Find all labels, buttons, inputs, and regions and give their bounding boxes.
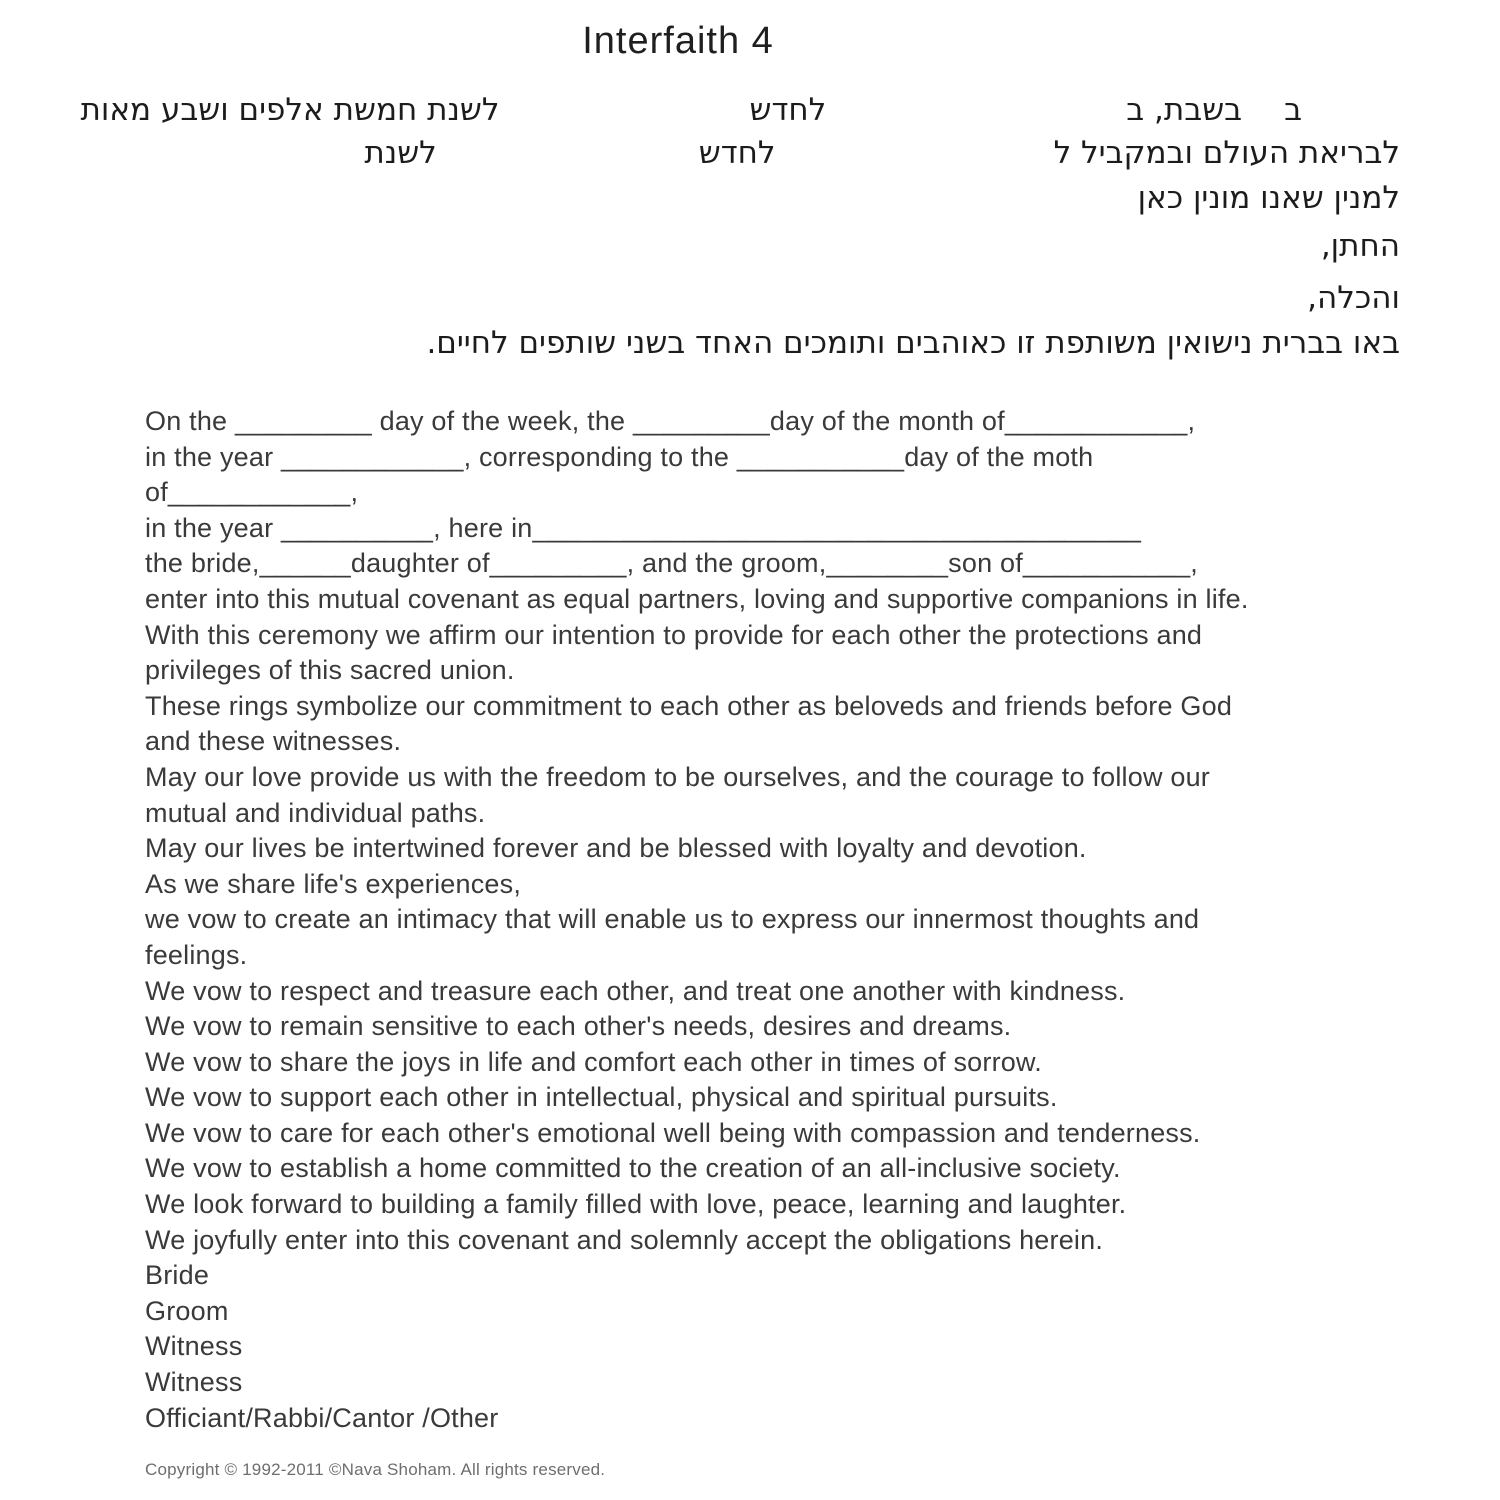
text-line: We vow to establish a home committed to the creation of an all-inclusive society. (145, 1153, 1121, 1184)
text-line: We joyfully enter into this covenant and solemnly accept the obligations herein. (145, 1224, 1104, 1255)
hebrew-line-3-text: למנין שאנו מונין כאן (1137, 180, 1400, 216)
text-line: We vow to respect and treasure each other, and treat one another with kindness. (145, 975, 1126, 1006)
text-line: May our love provide us with the freedom to be ourselves, and the courage to follow our (145, 761, 1210, 792)
text-line: We vow to share the joys in life and comfort each other in times of sorrow. (145, 1046, 1042, 1077)
text-line: With this ceremony we affirm our intention to provide for each other the protections and (145, 619, 1203, 650)
fill-in-blank-space (826, 119, 1126, 120)
text-line: we vow to create an intimacy that will enable us to express our innermost thoughts and (145, 904, 1200, 935)
english-covenant-text (145, 404, 1385, 1436)
hebrew-line-6-text: באו בברית נישואין משותפת זו כאוהבים ותומכים האחד בשני שותפים לחיים. (426, 325, 1400, 361)
text-line: May our lives be intertwined forever and be blessed with loyalty and devotion. (145, 833, 1087, 864)
hebrew-line-1-word-4: לשנת חמשת אלפים ושבע מאות (80, 92, 500, 128)
text-line: the bride,______daughter of_________, and the groom,________son of___________, (145, 548, 1199, 579)
text-line: We vow to remain sensitive to each other's needs, desires and dreams. (145, 1011, 1012, 1042)
text-line: enter into this mutual covenant as equal partners, loving and supportive companions in life. (145, 583, 1249, 614)
hebrew-line-6 (426, 325, 1400, 361)
text-line: We vow to care for each other's emotional well being with compassion and tenderness. (145, 1117, 1201, 1148)
copyright-footer: Copyright © 1992-2011 ©Nava Shoham. All rights reserved. (145, 1460, 606, 1479)
text-line: On the _________ day of the week, the _________day of the month of____________, (145, 406, 1196, 436)
text-line: These rings symbolize our commitment to each other as beloveds and friends before God (145, 690, 1233, 721)
text-line: mutual and individual paths. (145, 797, 486, 828)
text-line: Bride (145, 1260, 210, 1291)
text-line: We look forward to building a family filled with love, peace, learning and laughter. (145, 1189, 1127, 1220)
hebrew-line-1 (81, 92, 1302, 128)
hebrew-line-5-text: והכלה, (1307, 280, 1400, 316)
hebrew-line-2 (364, 135, 1400, 171)
hebrew-line-3 (1138, 180, 1400, 216)
text-line: and these witnesses. (145, 726, 402, 757)
text-line: Officiant/Rabbi/Cantor /Other (145, 1402, 499, 1433)
text-line: As we share life's experiences, (145, 868, 522, 899)
page-title: Interfaith 4 (582, 20, 774, 62)
text-line: in the year __________, here in________________________________________ (145, 512, 1142, 543)
text-line: in the year ____________, corresponding to the ___________day of the moth (145, 441, 1094, 472)
hebrew-line-2-word-3: לשנת (364, 135, 437, 171)
hebrew-line-4 (1321, 228, 1400, 264)
fill-in-blank-space (437, 162, 699, 163)
text-line: Witness (145, 1367, 243, 1398)
text-line: Witness (145, 1331, 243, 1362)
text-line: feelings. (145, 939, 248, 970)
hebrew-line-5 (1307, 280, 1400, 316)
fill-in-blank-space (500, 119, 750, 120)
hebrew-line-2-word-1: לבריאת העולם ובמקביל ל (1053, 135, 1400, 171)
text-line: privileges of this sacred union. (145, 655, 515, 686)
text-line: of____________, (145, 477, 359, 508)
hebrew-line-1-word-1: ב (1284, 92, 1302, 128)
hebrew-line-4-text: החתן, (1320, 228, 1400, 264)
fill-in-blank-space (1242, 119, 1284, 120)
hebrew-line-1-word-2: בשבת, ב (1126, 92, 1243, 128)
hebrew-line-2-word-2: לחדש (698, 135, 776, 171)
hebrew-line-1-word-3: לחדש (749, 92, 827, 128)
text-line: We vow to support each other in intellectual, physical and spiritual pursuits. (145, 1082, 1058, 1113)
fill-in-blank-space (776, 162, 1054, 163)
text-line: Groom (145, 1295, 229, 1326)
